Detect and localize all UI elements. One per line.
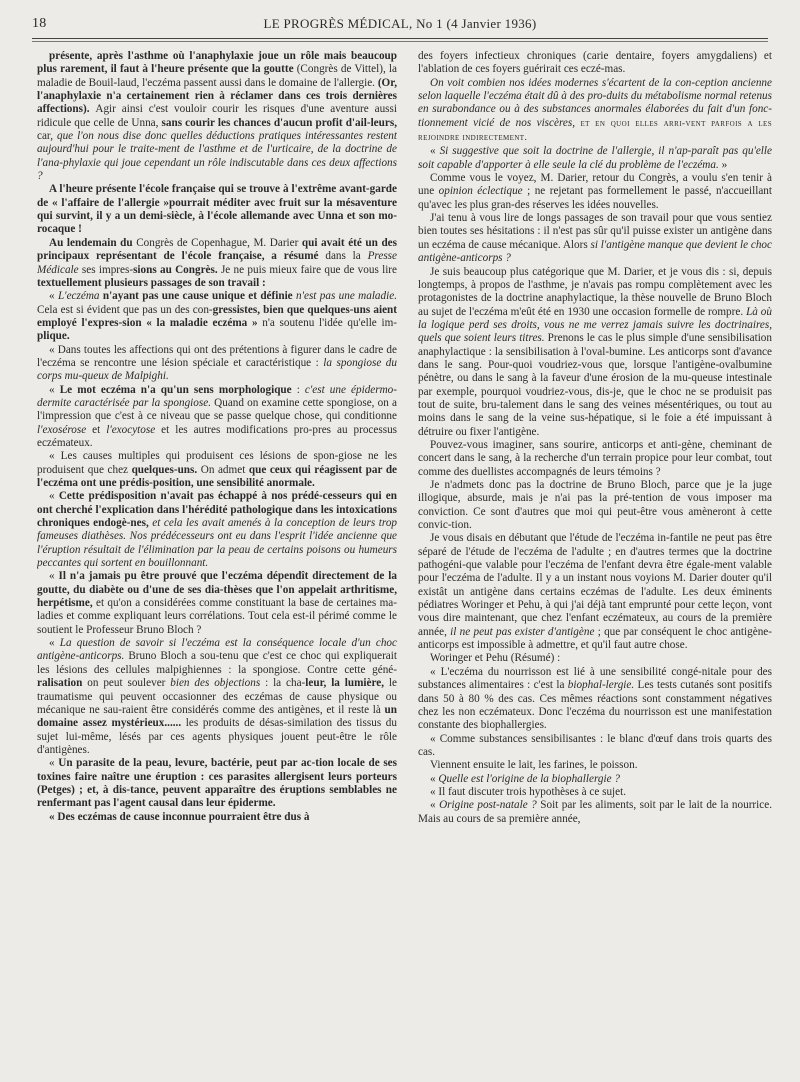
paragraph: [418, 773, 772, 786]
paragraph: [37, 637, 397, 757]
paragraph: [418, 479, 772, 532]
page-header: [32, 14, 768, 34]
text-run: mais beaucoup plus rarement, il faut à l'heure présente: [37, 50, 397, 76]
paragraph: [418, 666, 772, 733]
text-run: «: [49, 757, 59, 770]
text-run: Je ne puis mieux faire que de vous lire: [220, 263, 397, 276]
text-run: sans courir les chances d'aucun profit d'ail-leurs,: [161, 116, 397, 129]
header-rule: [32, 38, 768, 42]
text-run: Presse Médicale: [37, 250, 397, 276]
text-run: que l'on nous dise donc quelles déductions pratiques intéressantes restent aujourd'hui pour le traite-ment de l'asthme et de l'urticaire, de la doctrine de l'ana-phylaxie qui joue cependant un rôle indiscutable dans ces deux affections ?: [37, 130, 397, 183]
paragraph: [37, 50, 397, 183]
text-run: Agir ainsi c'est vouloir courir les risques d'une aventure aussi ridicule que celle de Unna,: [37, 103, 397, 129]
paragraph: [418, 652, 772, 665]
text-run: ; ne rejetant pas formellement le passé, n'accueillant qu'avec les plus gran-des réserves les idées nouvelles.: [418, 185, 772, 211]
text-run: Au lendemain du: [49, 236, 137, 249]
text-run: car,: [37, 130, 57, 143]
paragraph: [37, 344, 397, 384]
paragraph: [418, 786, 772, 799]
paragraph: [418, 212, 772, 265]
paragraph: [418, 733, 772, 760]
text-run: Quand on examine cette spongiose, on a l'impression que c'est à ce niveau que se passe quelque chose, qui conditionne: [37, 396, 397, 423]
text-run: les produits de désas-similation des tissus du sujet lui-même, lésés par ces agents physiques jouent peut-être le rôle d'antigènes.: [37, 717, 397, 756]
text-run: sions au Congrès.: [133, 263, 221, 276]
text-run: On voit combien nos idées modernes s'écartent de la con-ception ancienne selon laquelle l'eczéma était dû à des pro-duits du métabolisme normal retenus en surabondance ou à des substances anormales élaborées du fait d'un fonc-tionnement vicié de nos viscères,: [418, 76, 772, 129]
text-run: «: [430, 799, 440, 812]
paragraph: [418, 532, 772, 652]
paragraph: [418, 759, 772, 772]
text-run: quelques-uns.: [131, 463, 201, 476]
text-run: Woringer et Pehu (Résumé) :: [430, 652, 561, 665]
text-run: ses impres-: [81, 263, 134, 276]
text-run: leur, la lumière,: [305, 677, 389, 690]
text-run: l'exosérose: [37, 423, 93, 436]
text-run: Je suis beaucoup plus catégorique que M. Darier, et je vous dis : si, depuis longtemps, à propos de l'asthme, je n'avais pas rompu complètement avec les protagonistes de la doctrine anaphylactique, la thèse nouvelle de Bruno Bloch au sujet de l'eczéma m'eût été en 1930 une occasion formelle de rompre.: [418, 265, 772, 318]
text-run: il ne peut pas exister d'antigène: [450, 625, 598, 638]
paragraph: [37, 183, 397, 236]
text-run: plique.: [37, 330, 70, 343]
text-run: «: [430, 772, 439, 785]
text-run: un domaine assez mystérieux......: [37, 703, 397, 730]
paragraph: [418, 50, 772, 77]
text-run: Le mot eczéma n'a qu'un sens morphologique: [59, 383, 297, 396]
text-run: gressistes, bien que quelques-uns aient employé l'expres-sion « la maladie eczéma »: [37, 303, 397, 329]
text-run: Quelle est l'origine de la biophallergie ?: [438, 772, 620, 785]
text-run: Je vous disais en débutant que l'étude de l'eczéma in-fantile ne peut pas être séparé de l'étude de l'eczéma de l'adulte ; en d'autres termes que la doctrine pathogéni-que valable pour l'eczéma de l'enfant devra être égale-ment valable pour l'eczéma de l'adulte. Il y a un instant nous voyions M. Darier douter qu'il existât un antigène dans certains eczémas de l'adulte. Les deux éminents pédiatres Woringer et Pehu, à qui j'ai déjà tant emprunté pour cette leçon, vont vous dire maintenant, que chez l'enfant eczémateux, au cours de la première année,: [418, 532, 772, 638]
text-run: «: [49, 490, 59, 503]
text-run: l'exocytose: [106, 423, 162, 436]
text-run: A l'heure présente l'école française qui se trouve à l'extrême avant-garde de « l'affaire de l'allergie »pourrait méditer avec fruit sur la mésaventure qui survint, il y a un demi-siècle, à l'école allemande avec Unna et son mo-rocaque !: [37, 183, 397, 236]
paragraph: [418, 77, 772, 146]
text-run: et en quoi elles arri-vent parfois a les rejoindre indirectement.: [418, 118, 772, 144]
text-run: textuellement plusieurs passages de son travail :: [37, 276, 266, 289]
paragraph: [418, 439, 772, 479]
text-run: Cela est si évident que pas un des con-: [37, 303, 213, 316]
text-run: J'ai tenu à vous lire de longs passages de son travail pour que vous sentiez bien toutes ses hésitations : il n'est pas sûr qu'il puisse exister un antigène dans un eczéma de cause mécanique. Alors: [418, 212, 772, 251]
text-run: présente, après l'asthme où l'anaphylaxie joue un rôle: [49, 50, 324, 62]
text-run: la spongiose du corps mu-queux de Malpighi.: [37, 356, 397, 383]
text-run: «: [49, 290, 58, 303]
text-run: biophal-lergie.: [567, 679, 638, 692]
text-run: Les tests cutanés sont positifs dans 50 à 80 % des cas. Ces mêmes réactions sont constamment négatives chez les non eczémateux. Donc l'eczéma du nourrisson est une manifestation constante des biophallergies.: [418, 679, 772, 732]
text-run: et: [92, 423, 107, 436]
text-run: Soit par les aliments, soit par le lait de la nourrice. Mais au cours de sa première année,: [418, 799, 772, 825]
right-column: [418, 50, 772, 1074]
text-run: « Des eczémas de cause inconnue pourraient être dus à: [49, 810, 310, 823]
text-run: (Or, l'anaphylaxie n'a certainement rien à réclamer dans ces trois dernières affections).: [37, 76, 397, 116]
text-run: « Les causes multiples qui produisent ces lésions de spon-giose ne les produisent que chez: [37, 450, 397, 476]
paragraph: [418, 266, 772, 439]
text-run: n'est pas une maladie.: [296, 290, 397, 303]
paragraph: [37, 570, 397, 637]
page-number: 18: [32, 16, 47, 31]
paragraph: [37, 384, 397, 451]
text-run: Là où la logique perd ses droits, vous ne me verrez jamais suivre les doctrinaires, quels que soient leurs titres.: [418, 305, 772, 345]
text-run: La question de savoir si l'eczéma est la conséquence locale d'un choc antigène-anticorps.: [37, 637, 397, 663]
text-run: c'est une épidermo-dermite caractérisée par la spongiose.: [37, 383, 397, 409]
paragraph: [37, 811, 397, 824]
text-run: On admet: [200, 463, 249, 476]
text-run: et qu'on a considérées comme constituant la base de certaines ma-ladies et comme expliquant leurs corrélations. Tout cela est-il périmé comme le soutient le Professeur Bruno Bloch ?: [37, 597, 397, 636]
text-run: qui avait été un des principaux représentant de l'école française, a résumé: [37, 236, 397, 263]
text-run: Comme vous le voyez, M. Darier, retour du Congrès, a voulu s'en tenir à une: [418, 172, 772, 198]
text-run: que ceux qui réagissent par de l'eczéma ont une prédis-position, une sensibilité anormale.: [37, 463, 397, 489]
text-run: si l'antigène manque que devient le choc antigène-anticorps ?: [418, 238, 772, 265]
text-run: Si suggestive que soit la doctrine de l'allergie, il n'ap-paraît pas qu'elle soit capable d'apporter à elle seule la clé du problème de l'eczéma.: [418, 145, 772, 171]
text-run: : la cha-: [265, 677, 306, 690]
text-run: Bruno Bloch a sou-tenu que c'est ce choc qui expliquerait les lésions des cellules malpighiennes : la spongiose. Contre cette géné-: [37, 650, 397, 676]
text-run: Viennent ensuite le lait, les farines, le poisson.: [430, 759, 638, 772]
text-run: dans la: [325, 250, 368, 263]
text-run: ; que par conséquent le choc antigène-anticorps est impossible à admettre, et qu'il faut autre chose.: [418, 625, 772, 652]
text-run: n'a soutenu l'idée qu'elle im-: [262, 316, 397, 329]
text-run: Un parasite de la peau, levure, bactérie, peut par ac-tion locale de ses toxines faire naître une éruption : ces parasites allergisent leurs porteurs (Petges) ; et, à dis-tance, peuvent apparaître des éruptions semblables ne renfermant pas l'agent causal dans leur épiderme.: [37, 757, 397, 810]
text-run: ralisation: [37, 677, 88, 690]
text-run: «: [49, 383, 60, 396]
text-run: « Il faut discuter trois hypothèses à ce sujet.: [430, 785, 627, 798]
text-run: que la goutte: [231, 63, 297, 76]
text-run: «: [49, 570, 59, 583]
text-run: bien des objections: [170, 677, 266, 690]
text-run: opinion éclectique: [438, 185, 528, 198]
text-run: «: [49, 637, 60, 650]
text-run: et les autres modifications pro-pres au processus eczémateux.: [37, 423, 397, 449]
paragraph: [418, 172, 772, 212]
paragraph: [37, 450, 397, 490]
text-run: « Dans toutes les affections qui ont des prétentions à figurer dans le cadre de l'eczéma se rencontre une lésion spéciale et caractéristique :: [37, 343, 397, 369]
paragraph: [37, 237, 397, 290]
text-run: Il n'a jamais pu être prouvé que l'eczéma dépendît directement de la goutte, du diabète ou d'une de ses dia-thèses que l'on appelait arthritisme, herpétisme,: [37, 570, 397, 610]
paragraph: [418, 799, 772, 826]
text-run: »: [721, 158, 728, 171]
text-run: le traumatisme qui peuvent occasionner des eczémas de cause physique ou mécanique ne sau-raient être considérés comme des antigènes, et il reste là: [37, 677, 397, 716]
text-run: Pouvez-vous imaginer, sans sourire, anticorps et anti-gène, cheminant de concert dans le sang, à la recherche d'un terrain propice pour leur combat, tout comme des duellistes accompagnés de leurs témoins ?: [418, 438, 772, 478]
text-run: « L'eczéma du nourrisson est lié à une sensibilité congé-nitale pour des substances alimentaires : c'est la: [418, 665, 772, 692]
running-title: LE PROGRÈS MÉDICAL, No 1 (4 Janvier 1936): [263, 16, 537, 31]
text-run: L'eczéma: [57, 290, 103, 303]
text-run: Je n'admets donc pas la doctrine de Bruno Bloch, parce que je la juge illogique, absurde, mais je n'ai pas la pré-tention de vous imposer ma conviction. Ce sont d'autres que moi qui peut-être vous amèneront à cette convic-tion.: [418, 479, 772, 532]
text-run: et cela les avait amenés à la conception de leurs trop fameuses diathèses. Nos prédécesseurs ont eu dans l'esprit l'idée ancienne que l'éruption résultait de l'élimination par la peau de certains poisons ou humeurs peccantes qui sortent en bouillonnant.: [37, 517, 397, 570]
paragraph: [37, 490, 397, 570]
text-run: des foyers infectieux chroniques (carie dentaire, foyers amygdaliens) et l'ablation de ces foyers guérirait ces eczé-mas.: [418, 50, 772, 76]
text-run: n'ayant pas une cause unique et définie: [102, 290, 296, 303]
text-run: (Congrès de Vittel), la maladie de Bouil-laud, l'eczéma passent aussi dans le domaine de l'allergie.: [37, 63, 397, 89]
paragraph: [37, 290, 397, 343]
paragraph: [418, 145, 772, 172]
text-run: «: [430, 145, 440, 158]
text-run: Prenons le cas le plus simple d'une sensibilisation anaphylactique : la sensibilisation à l'oval-bumine. Les anticorps sont d'avance dans le sang. Pour-quoi voudriez-vous que, lorsque l'antigène-ovalbumine pénètre, ou dans le sang à la faveur d'une érosion de la mu-queuse intestinale par exemple, pourquoi voudriez-vous, dis-je, que le choc ne se produisit pas tout de suite, bru-talement dans le sang des veines mésentériques, ou tout au moins dans le sang de la veine sus-hépatique, si le foie a été impuissant à détruire ou fixer l'antigène.: [418, 332, 772, 438]
text-run: :: [296, 383, 305, 396]
text-run: Congrès de Copenhague, M. Darier: [136, 236, 302, 249]
text-run: on peut soulever: [87, 677, 171, 690]
text-run: Origine post-natale ?: [439, 799, 541, 812]
left-column: [37, 50, 397, 1074]
paragraph: [37, 757, 397, 810]
text-run: « Comme substances sensibilisantes : le blanc d'œuf dans trois quarts des cas.: [418, 732, 772, 758]
text-run: Cette prédisposition n'avait pas échappé à nos prédé-cesseurs qui en ont cherché l'explication dans l'hérédité pathologique dans les intoxications chroniques endogè-nes,: [37, 490, 397, 530]
